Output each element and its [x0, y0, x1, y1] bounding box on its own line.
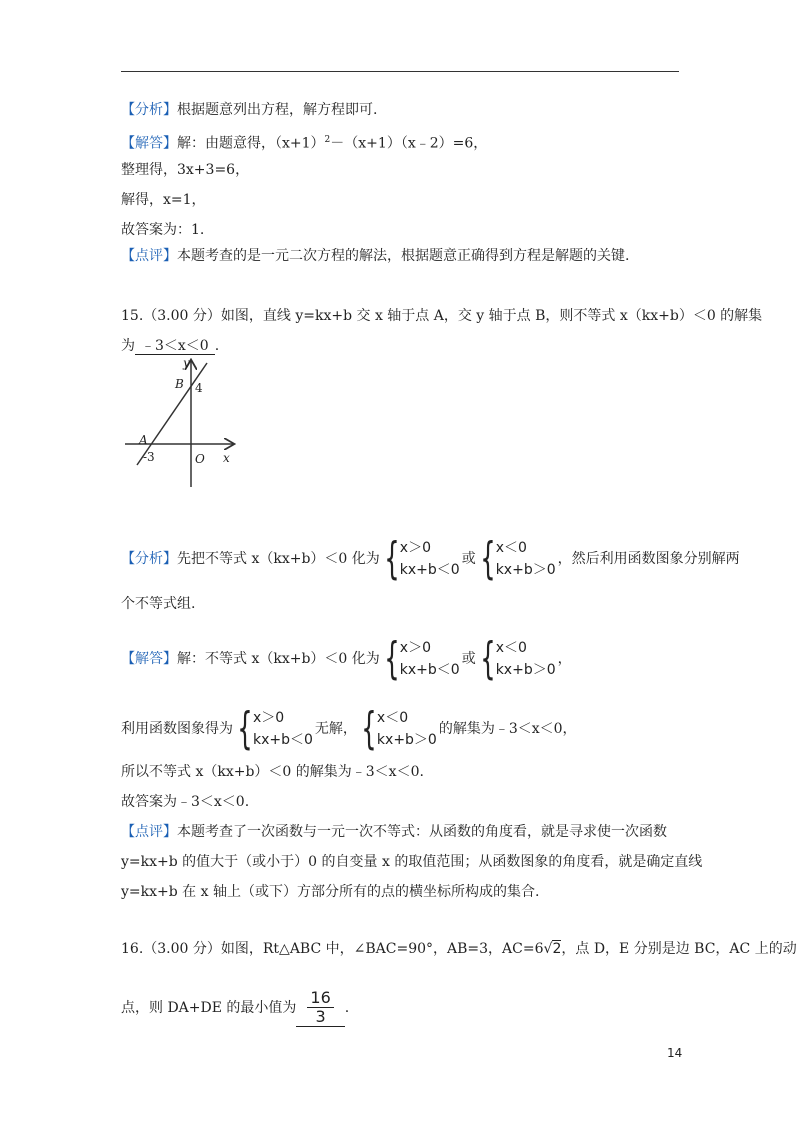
q16-stem-line2: [121, 988, 349, 1028]
system-row: x＞0: [399, 640, 431, 656]
inequality-system: [359, 703, 437, 754]
q15-stem-line1: 15.（3.00 分）如图，直线 y=kx+b 交 x 轴于点 A，交 y 轴于点 B，则不等式 x（kx+b）＜0 的解集: [121, 308, 763, 324]
stem-pre: 16.（3.00 分）如图，Rt△ABC 中，∠BAC=90°，AB=3，AC=6: [121, 941, 544, 957]
stem-line2-post: .: [344, 1000, 350, 1016]
system-row: x＞0: [253, 710, 285, 726]
q14-analysis: [121, 100, 377, 120]
graph-mid: 无解，: [314, 721, 357, 737]
graph-pre: 利用函数图象得为: [121, 721, 233, 737]
q15-stem-line2: [121, 336, 219, 356]
comment-tag: 【点评】: [121, 248, 177, 264]
system-row: kx+b＜0: [399, 562, 460, 578]
stem-post: ，点 D，E 分别是边 BC，AC 上的动: [561, 941, 797, 957]
analysis-post: ，然后利用函数图象分别解两: [557, 551, 740, 567]
label-B: B: [175, 377, 184, 391]
system-row: x＜0: [376, 710, 409, 726]
q15-analysis-line2: 个不等式组.: [121, 596, 196, 612]
q15-comment: [121, 822, 667, 842]
label-x: x: [223, 451, 230, 465]
label-O: O: [195, 452, 205, 466]
q14-step2: 解得，x=1，: [121, 192, 206, 208]
system-row: kx+b＞0: [376, 732, 437, 748]
q15-answer: 故答案为﹣3＜x＜0.: [121, 794, 250, 810]
inequality-system: [478, 633, 556, 684]
system-row: kx+b＞0: [495, 662, 556, 678]
or-word: 或: [461, 551, 476, 567]
solution-text: 解：由题意得，（x+1）: [177, 135, 325, 152]
analysis-tag: 【分析】: [121, 102, 177, 118]
label-A: A: [139, 433, 148, 447]
q14-answer: 故答案为：1.: [121, 222, 205, 238]
q15-comment-line3: y=kx+b 在 x 轴上（或下）方部分所有的点的横坐标所构成的集合.: [121, 884, 540, 900]
q15-graph-reasoning: [121, 703, 577, 754]
label-neg3: -3: [143, 450, 155, 464]
solution-pre: 解：不等式 x（kx+b）＜0 化为: [177, 651, 380, 667]
q15-figure: [125, 355, 245, 495]
answer-blank: [296, 989, 344, 1027]
q15-comment-line2: y=kx+b 的值大于（或小于）0 的自变量 x 的取值范围；从函数图象的角度看，就是确定直线: [121, 854, 703, 870]
solution-exponent: 2: [324, 135, 331, 145]
comment-text: 本题考查的是一元二次方程的解法，根据题意正确得到方程是解题的关键.: [177, 248, 630, 264]
stem-prefix: 为: [121, 338, 135, 354]
brace-icon: {: [480, 633, 496, 684]
answer-blank: ﹣3＜x＜0: [135, 338, 215, 355]
inequality-system: [382, 533, 460, 584]
brace-icon: {: [237, 703, 253, 754]
q14-solution: [121, 130, 487, 154]
analysis-tag: 【分析】: [121, 551, 177, 567]
brace-icon: {: [384, 633, 400, 684]
page-number: 14: [667, 1046, 683, 1060]
solution-text-post: －（x+1）（x﹣2）=6，: [330, 135, 488, 152]
header-rule: [121, 71, 679, 72]
q15-solution: [121, 633, 572, 684]
system-row: kx+b＞0: [495, 562, 556, 578]
sqrt-icon: √: [543, 941, 553, 957]
solution-tag: 【解答】: [121, 651, 177, 667]
fraction-numerator: 16: [307, 989, 333, 1008]
q15-conclusion: 所以不等式 x（kx+b）＜0 的解集为﹣3＜x＜0.: [121, 764, 424, 780]
analysis-pre: 先把不等式 x（kx+b）＜0 化为: [177, 551, 380, 567]
system-row: kx+b＜0: [253, 732, 313, 748]
label-y: y: [183, 356, 190, 370]
solution-tag: 【解答】: [121, 135, 177, 152]
inequality-system: [235, 703, 313, 754]
or-word: 或: [461, 651, 476, 667]
solution-post: ，: [557, 651, 572, 667]
fraction: [307, 989, 333, 1026]
brace-icon: {: [361, 703, 377, 754]
brace-icon: {: [384, 533, 400, 584]
brace-icon: {: [480, 533, 496, 584]
analysis-text: 根据题意列出方程，解方程即可.: [177, 102, 378, 118]
fraction-denominator: 3: [315, 1007, 326, 1026]
graph-post: 的解集为﹣3＜x＜0，: [438, 721, 577, 737]
sqrt-argument: 2: [552, 941, 562, 957]
comment-line1: 本题考查了一次函数与一元一次不等式：从函数的角度看，就是寻求使一次函数: [177, 824, 667, 840]
q14-comment: [121, 246, 629, 266]
q15-analysis: [121, 533, 740, 584]
q14-step1: 整理得，3x+3=6，: [121, 162, 250, 178]
inequality-system: [478, 533, 556, 584]
stem-line2-pre: 点，则 DA+DE 的最小值为: [121, 1000, 297, 1016]
system-row: x＜0: [495, 540, 527, 556]
comment-tag: 【点评】: [121, 824, 177, 840]
system-row: x＞0: [399, 540, 431, 556]
stem-suffix: .: [214, 338, 220, 354]
inequality-system: [382, 633, 460, 684]
q16-stem-line1: [121, 939, 797, 959]
system-row: x＜0: [495, 640, 527, 656]
label-4: 4: [195, 381, 203, 395]
system-row: kx+b＜0: [399, 662, 460, 678]
